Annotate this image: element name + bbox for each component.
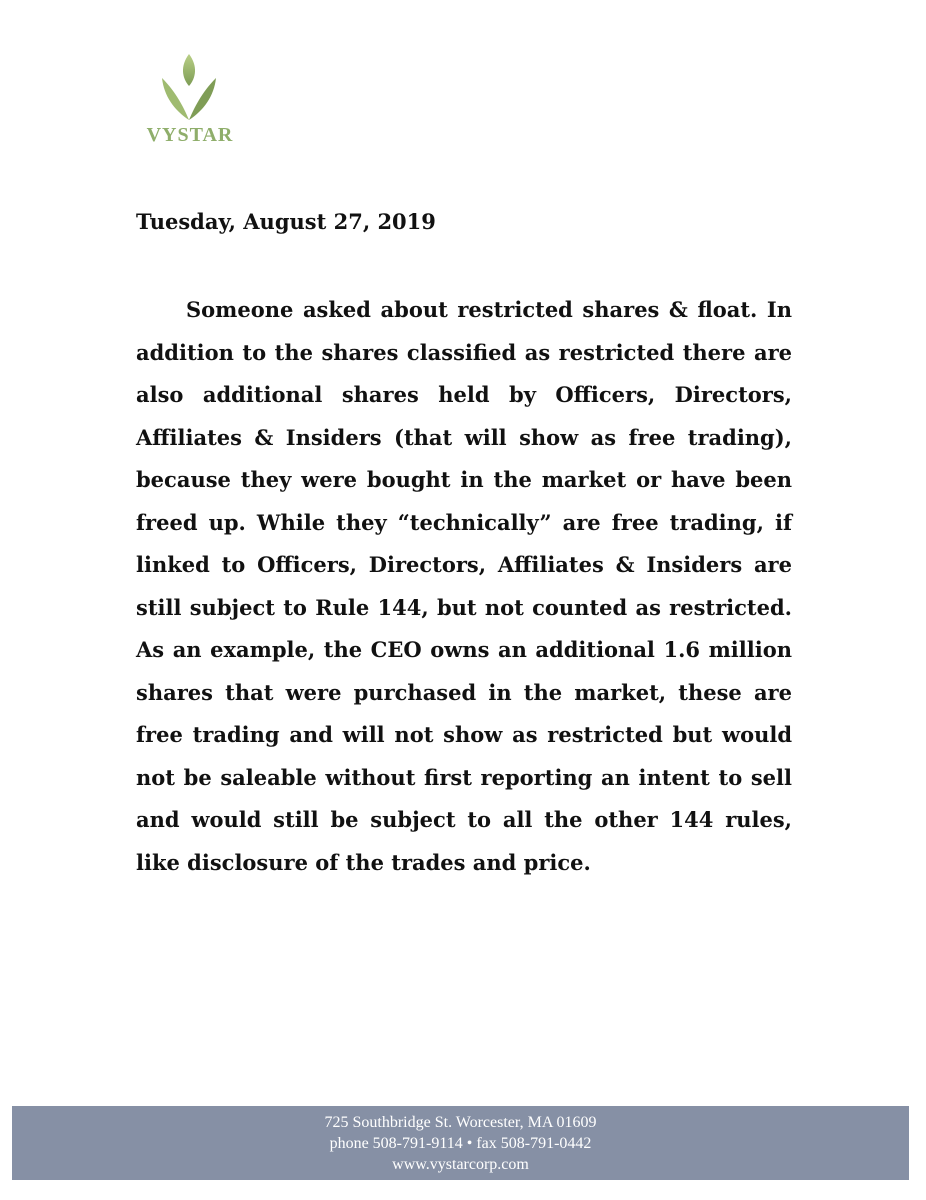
footer-address: 725 Southbridge St. Worcester, MA 01609 xyxy=(324,1114,597,1131)
brand-name: VYSTAR xyxy=(146,124,234,146)
company-logo xyxy=(140,52,240,152)
footer-website-link[interactable]: www.vystarcorp.com xyxy=(392,1156,529,1173)
footer-phone-fax: phone 508-791-9114 • fax 508-791-0442 xyxy=(329,1135,592,1152)
letter-body: Someone asked about restricted shares & float. In addition to the shares classified as restricted there are also additional shares held by Officers, Directors, Affiliates & Insiders (that will show as free trading), because they were bought in the market or have been freed up. While they “technically” are free trading, if linked to Officers, Directors, Affiliates & Insiders are still subject to Rule 144, but not counted as restricted. As an example, the CEO owns an additional 1.6 million shares that were purchased in the market, these are free trading and will not show as restricted but would not be saleable without first reporting an intent to sell and would still be subject to all the other 144 rules, like disclosure of the trades and price. xyxy=(136,297,792,875)
leaf-v-icon xyxy=(158,52,220,122)
footer-bar xyxy=(12,1106,909,1180)
letter-date: Tuesday, August 27, 2019 xyxy=(136,209,436,234)
